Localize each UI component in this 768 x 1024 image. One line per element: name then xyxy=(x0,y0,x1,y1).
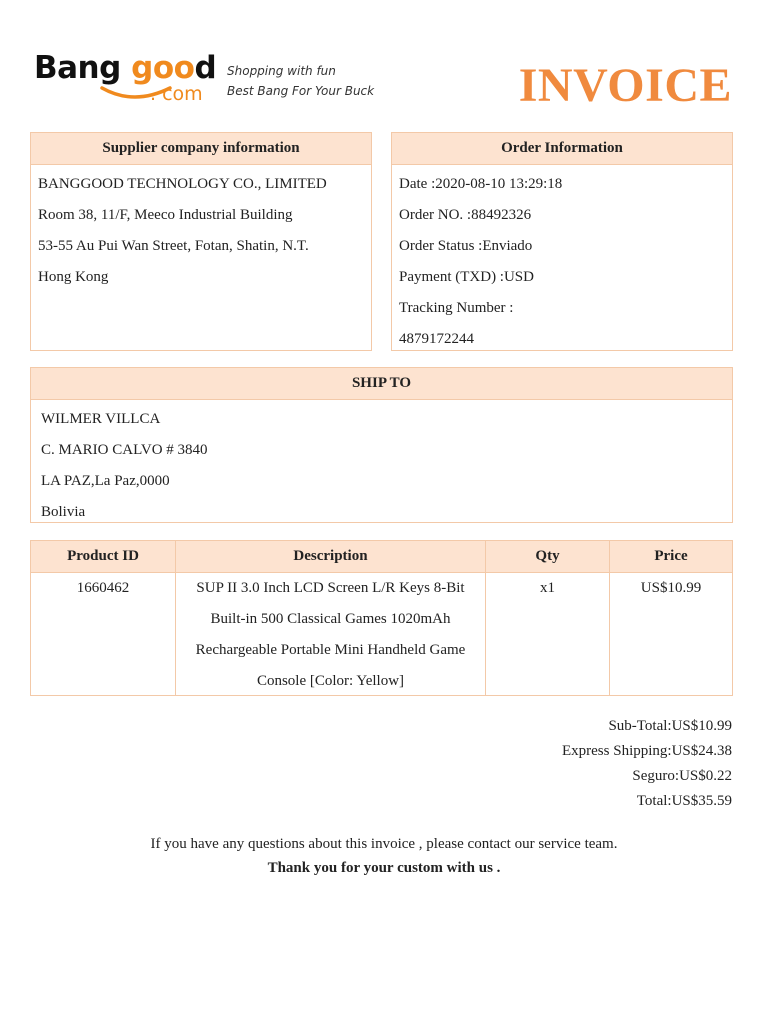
order-date: Date :2020-08-10 13:29:18 xyxy=(399,176,563,192)
footer-thanks: Thank you for your custom with us . xyxy=(267,860,501,876)
banggood-logo xyxy=(34,50,224,110)
tracking-number: 4879172244 xyxy=(399,331,474,347)
description-column xyxy=(176,541,486,695)
logo-text-g2: g xyxy=(131,50,153,86)
logo-text-g1: g xyxy=(99,50,121,86)
supplier-line: Room 38, 11/F, Meeco Industrial Building xyxy=(38,207,293,223)
ship-to-body xyxy=(31,400,732,528)
supplier-line: BANGGOOD TECHNOLOGY CO., LIMITED xyxy=(38,176,327,192)
header-qty: Qty xyxy=(486,541,609,573)
ship-to-heading: SHIP TO xyxy=(31,368,732,400)
order-heading: Order Information xyxy=(392,133,732,165)
order-status: Order Status :Enviado xyxy=(399,238,533,254)
supplier-info-box xyxy=(30,132,372,351)
description-line: Rechargeable Portable Mini Handheld Game xyxy=(195,642,466,658)
tagline-line-1: Shopping with fun xyxy=(227,64,336,78)
product-id-cell: 1660462 xyxy=(76,580,130,596)
ship-to-city: LA PAZ,La Paz,0000 xyxy=(41,473,170,489)
supplier-heading: Supplier company information xyxy=(31,133,371,165)
supplier-line: 53-55 Au Pui Wan Street, Fotan, Shatin, N.T. xyxy=(38,238,309,254)
order-info-box xyxy=(391,132,733,351)
order-body xyxy=(392,165,732,355)
totals-block xyxy=(562,714,732,814)
description-line: Built-in 500 Classical Games 1020mAh xyxy=(210,611,451,627)
subtotal: Sub-Total:US$10.99 xyxy=(608,718,732,734)
supplier-line: Hong Kong xyxy=(38,269,109,285)
order-number: Order NO. :88492326 xyxy=(399,207,532,223)
header-product-id: Product ID xyxy=(31,541,175,573)
ship-to-box xyxy=(30,367,733,523)
grand-total: Total:US$35.59 xyxy=(636,793,732,809)
logo-dot-com: . com xyxy=(150,83,203,105)
ship-to-country: Bolivia xyxy=(41,504,86,520)
ship-to-name: WILMER VILLCA xyxy=(41,411,161,427)
order-payment: Payment (TXD) :USD xyxy=(399,269,534,285)
qty-cell: x1 xyxy=(540,580,555,596)
description-line: Console [Color: Yellow] xyxy=(256,673,405,689)
logo-text-d: d xyxy=(194,50,217,86)
price-column xyxy=(610,541,732,695)
tracking-label: Tracking Number : xyxy=(399,300,514,316)
logo-wordmark xyxy=(34,50,216,86)
seguro: Seguro:US$0.22 xyxy=(632,768,732,784)
description-line: SUP II 3.0 Inch LCD Screen L/R Keys 8-Bit xyxy=(196,580,465,596)
footer-question: If you have any questions about this invoice , please contact our service team. xyxy=(150,836,618,852)
logo-text-oo: oo xyxy=(152,50,195,86)
ship-to-street: C. MARIO CALVO # 3840 xyxy=(41,442,208,458)
qty-column xyxy=(486,541,610,695)
header-description: Description xyxy=(176,541,485,573)
express-shipping: Express Shipping:US$24.38 xyxy=(561,743,732,759)
tagline xyxy=(227,61,374,101)
tagline-line-2: Best Bang For Your Buck xyxy=(227,84,375,98)
price-cell: US$10.99 xyxy=(640,580,702,596)
header-price: Price xyxy=(610,541,732,573)
product-id-column xyxy=(31,541,176,695)
logo-text-ban: Ban xyxy=(34,50,100,86)
supplier-body xyxy=(31,165,371,293)
description-cell xyxy=(176,573,485,697)
product-table xyxy=(30,540,733,696)
invoice-title: INVOICE xyxy=(518,59,732,112)
